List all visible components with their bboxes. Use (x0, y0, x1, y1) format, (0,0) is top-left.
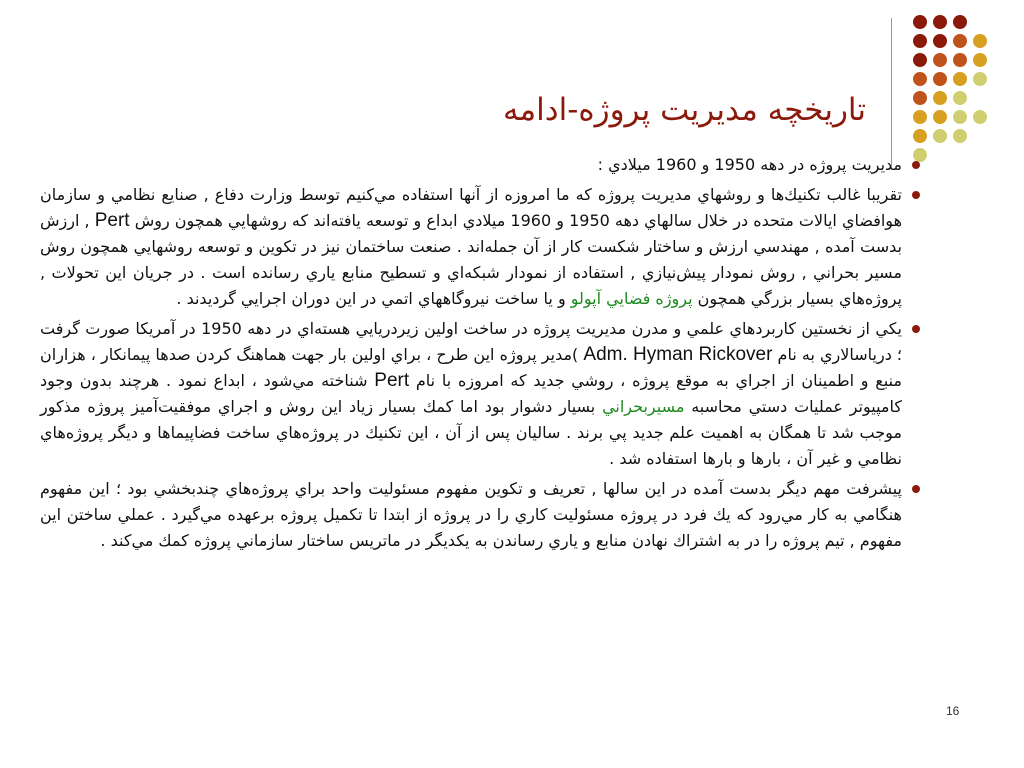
vertical-divider (891, 18, 892, 168)
bullet-item-3 (40, 316, 920, 472)
decorative-dot (913, 72, 927, 86)
bullet-2-part2: , ارزش بدست آمده , مهندسي ارزش و ساختار شكست كار از آن جمله‌اند . صنعت ساختمان نيز در تكوين و توسعه روشهايي همچون روش مسير بحراني , روش نمودار پيش‌نيازي , استفاده از نمودار شبكه‌اي و تسطيح منابع ياري رسانده است . در جريان اين تحولات , پروژه‌هاي بسيار بزرگي همچون (40, 211, 902, 308)
slide-content (40, 152, 920, 558)
slide-title: تاريخچه مديريت پروژه-ادامه (502, 92, 866, 128)
decorative-dot (953, 34, 967, 48)
decorative-dot (973, 53, 987, 67)
decorative-dot (953, 15, 967, 29)
bullet-3-part3: شناخته مي‌شود ، ابداع نمود . هرچند بدون وجود كامپيوتر عمليات دستي محاسبه (40, 371, 902, 416)
decorative-dot (913, 34, 927, 48)
bullet-4-text: پيشرفت مهم ديگر بدست آمده در اين سالها , تعريف و تكوين مفهوم مسئوليت واحد براي پروژه‌هاي چندبخشي بود ؛ اين مفهوم هنگامي به كار مي‌رود كه يك فرد در پروژه مسئوليت كاري را در پروژه از ابتدا تا تكميل پروژه برعهده مي‌گيرد . عملي ساختن اين مفهوم , تيم پروژه را در به اشتراك نهادن منابع و ياري رساندن به يكديگر در ماتريس ساختار سازماني پروژه كمك مي‌كند . (40, 479, 902, 550)
decorative-dot (913, 110, 927, 124)
bullet-item-1 (40, 152, 920, 178)
bullet-icon (912, 325, 920, 333)
bullet-3-part2: )مدير پروژه اين طرح ، براي اولين بار جهت هماهنگ كردن صدها پيمانكار ، هزاران منبع و اطمينان از اجراي به موقع پروژه ، روشي جديد كه امروزه با نام (40, 345, 903, 390)
bullet-3-part4: بسيار دشوار بود اما كمك بسيار زياد اين روش و اجراي موفقيت‌آميز پروژه مذكور موجب شد تا همگان به اهميت علم جديد پي برند . ساليان پس از آن ، اين تكنيك در پروژه‌هاي ساخت فضاپيماها و ديگر پروژه‌هاي نظامي و غير آن ، بارها و بارها استفاده شد . (40, 397, 902, 468)
rickover-name: Adm. Hyman Rickover (583, 344, 773, 365)
decorative-dot (933, 91, 947, 105)
pert-term: Pert (94, 210, 130, 231)
decorative-dot (913, 91, 927, 105)
bullet-3-part1: يكي از نخستين كاربردهاي علمي و مدرن مديريت پروژه در ساخت اولين زيردريايي هسته‌اي در دهه 1950 در آمريكا صورت گرفت ؛ درياسالاري به نام (40, 319, 903, 364)
decorative-dot (933, 53, 947, 67)
decorative-dot (973, 72, 987, 86)
bullet-icon (912, 161, 920, 169)
critical-path-text: مسيربحراني (602, 397, 685, 416)
decorative-dot (933, 129, 947, 143)
decorative-dot (953, 72, 967, 86)
page-number: 16 (946, 704, 960, 718)
decorative-dot (913, 15, 927, 29)
bullet-1-text: مديريت پروژه در دهه 1950 و 1960 ميلادي : (597, 155, 902, 174)
pert-term-2: Pert (374, 370, 410, 391)
bullet-2-part1: تقريبا غالب تكنيك‌ها و روشهاي مديريت پروژه كه ما امروزه از آنها استفاده مي‌كنيم توسط وزارت دفاع , صنايع نظامي و سازمان هوافضاي ايالات متحده در خلال سالهاي دهه 1950 و 1960 ميلادي ابداع و توسعه يافته‌اند كه روشهايي همچون روش (40, 185, 903, 230)
bullet-icon (912, 191, 920, 199)
bullet-icon (912, 485, 920, 493)
decorative-dot (953, 91, 967, 105)
decorative-dot (933, 110, 947, 124)
decorative-dot (973, 110, 987, 124)
bullet-item-4 (40, 476, 920, 554)
decorative-dot (913, 129, 927, 143)
decorative-dot (953, 53, 967, 67)
decorative-dot (933, 72, 947, 86)
decorative-dot (953, 110, 967, 124)
decorative-dot (913, 53, 927, 67)
apollo-link-text: پروژه فضايي آپولو (570, 289, 693, 308)
decorative-dot-grid (910, 12, 1020, 172)
decorative-dot (933, 34, 947, 48)
decorative-dot (973, 34, 987, 48)
bullet-item-2 (40, 182, 920, 312)
decorative-dot (953, 129, 967, 143)
decorative-dot (933, 15, 947, 29)
bullet-2-part3: و يا ساخت نيروگاههاي اتمي در اين دوران اجرايي گرديدند . (176, 289, 566, 308)
